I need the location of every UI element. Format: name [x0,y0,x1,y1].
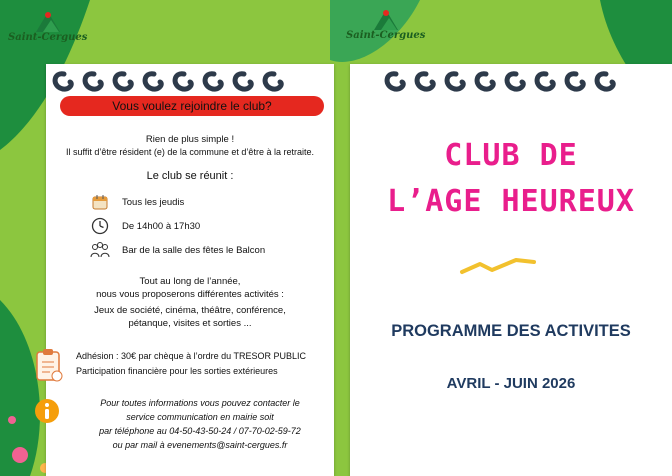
intro-line-2: Il suffit d’être résident (e) de la commune et d’être à la retraite. [66,147,314,157]
meets-heading: Le club se réunit : [146,170,234,182]
year-line-1: Tout au long de l’année, [139,276,241,287]
info-page [46,64,334,476]
logo-left [8,8,87,43]
mountain-logo-icon [33,8,63,34]
club-title-line-2: L’AGE HEUREUX [387,184,635,219]
club-title-line-1: CLUB DE [444,138,578,173]
logo-text: Saint-Cergues [8,32,88,43]
calendar-icon [90,192,110,212]
cover-page [350,64,672,476]
schedule-time [90,216,200,236]
clipboard-icon [34,348,64,387]
schedule-day [90,192,184,212]
year-line-2: nous vous proposerons différentes activités : [96,289,284,300]
membership-line-1: Adhésion : 30€ par chèque à l’ordre du TRESOR PUBLIC [76,351,306,361]
spiral-binding [350,64,672,94]
intro-line-1: Rien de plus simple ! [145,134,235,145]
schedule-place-text: Bar de la salle des fêtes le Balcon [122,244,266,256]
info-icon [34,398,60,429]
activities-line-1: Jeux de société, cinéma, théâtre, conférence, [94,305,286,316]
info-line-4: ou par mail à evenements@saint-cergues.fr [112,440,288,450]
info-line-3: par téléphone au 04-50-43-50-24 / 07-70-02-59-72 [99,426,301,436]
schedule-place [90,240,265,260]
mountain-logo-icon [371,6,401,32]
logo-right [346,6,425,41]
activities-line-2: pétanque, visites et sorties ... [128,318,252,329]
membership-line-2: Participation financière pour les sorties extérieures [76,366,278,376]
spiral-binding [46,64,334,94]
squiggle-decoration [458,254,538,278]
info-line-1: Pour toutes informations vous pouvez contacter le [100,398,300,408]
info-line-2: service communication en mairie soit [126,412,274,422]
clock-icon [90,216,110,236]
logo-text: Saint-Cergues [346,30,426,41]
schedule-time-text: De 14h00 à 17h30 [122,220,201,232]
schedule-day-text: Tous les jeudis [122,196,185,208]
group-icon [90,240,110,260]
join-banner: Vous voulez rejoindre le club? [60,96,324,116]
program-period: AVRIL - JUIN 2026 [446,375,576,392]
program-title: PROGRAMME DES ACTIVITES [391,322,631,340]
